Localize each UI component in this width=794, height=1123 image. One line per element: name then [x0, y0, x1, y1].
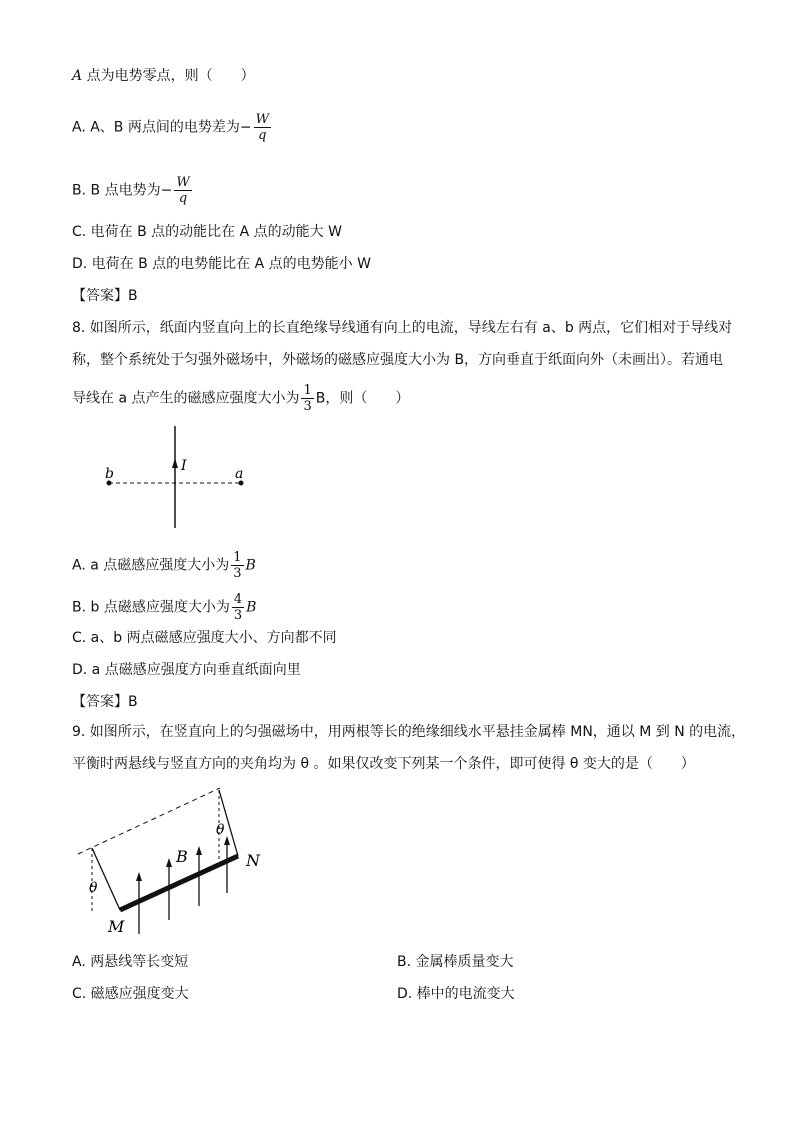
q8-option-c: C. a、b 两点磁感应强度大小、方向都不同 [72, 630, 337, 646]
arrow-up-icon [196, 846, 202, 855]
fraction: $\frac{W}{q}$ [176, 175, 190, 206]
label-m: M [108, 917, 125, 936]
label-current: I [181, 458, 187, 474]
fraction: $\frac{1}{3}$ [303, 383, 312, 414]
q8-option-b: B. b 点磁感应强度大小为 $\frac{4}{3}$ B [72, 592, 257, 623]
theta-left-label: θ [89, 880, 98, 896]
q8-stem-line2: 称，整个系统处于匀强外磁场中，外磁场的磁感应强度大小为 B，方向垂直于纸面向外（未画出）。若通电 [72, 352, 724, 368]
q8-figure [95, 420, 255, 535]
q8-answer: 【答案】B [72, 694, 138, 710]
current-arrow-icon [172, 458, 178, 468]
q9-option-c: C. 磁感应强度变大 [72, 986, 189, 1002]
q9-stem-line1: 9. 如图所示，在竖直向上的匀强磁场中，用两根等长的绝缘细线水平悬挂金属棒 MN，通以 M 到 N 的电流， [72, 724, 746, 740]
theta-right-label: θ [216, 822, 225, 838]
left-thread [92, 848, 120, 910]
q9-stem-line2: 平衡时两悬线与竖直方向的夹角均为 θ 。如果仅改变下列某一个条件，即可使得 θ 变大的是（ ） [72, 756, 695, 772]
dashed-support-line [78, 788, 220, 854]
q9-figure [72, 782, 282, 942]
q7-option-d: D. 电荷在 B 点的电势能比在 A 点的电势能小 W [72, 256, 371, 272]
label-n: N [246, 851, 260, 870]
arrow-up-icon [166, 858, 172, 867]
fraction: $\frac{W}{q}$ [255, 112, 269, 143]
q7-option-a: A. A、B 两点间的电势差为− $\frac{W}{q}$ [72, 112, 269, 143]
label-b-field: B [176, 847, 188, 866]
q7-option-b: B. B 点电势为− $\frac{W}{q}$ [72, 175, 190, 206]
label-b: b [105, 466, 114, 482]
q9-option-a: A. 两悬线等长变短 [72, 954, 189, 970]
q8-option-a: A. a 点磁感应强度大小为 $\frac{1}{3}$ B [72, 550, 256, 581]
q7-stem-tail: A 点为电势零点，则（ ） [72, 68, 255, 84]
q8-stem-line1: 8. 如图所示，纸面内竖直向上的长直绝缘导线通有向上的电流，导线左右有 a、b 两点，它们相对于导线对 [72, 320, 733, 336]
q8-option-d: D. a 点磁感应强度方向垂直纸面向里 [72, 662, 301, 678]
q9-option-d: D. 棒中的电流变大 [397, 986, 515, 1002]
q8-stem-line3: 导线在 a 点产生的磁感应强度大小为 $\frac{1}{3}$ B，则（ ） [72, 383, 410, 414]
q7-option-c: C. 电荷在 B 点的动能比在 A 点的动能大 W [72, 224, 342, 240]
fraction: $\frac{4}{3}$ [233, 592, 243, 623]
arrow-up-icon [136, 872, 142, 881]
q7-answer: 【答案】B [72, 288, 138, 304]
q9-option-b: B. 金属棒质量变大 [397, 954, 514, 970]
arrow-up-icon [224, 836, 230, 845]
label-a: a [235, 466, 244, 482]
fraction: $\frac{1}{3}$ [233, 550, 242, 581]
